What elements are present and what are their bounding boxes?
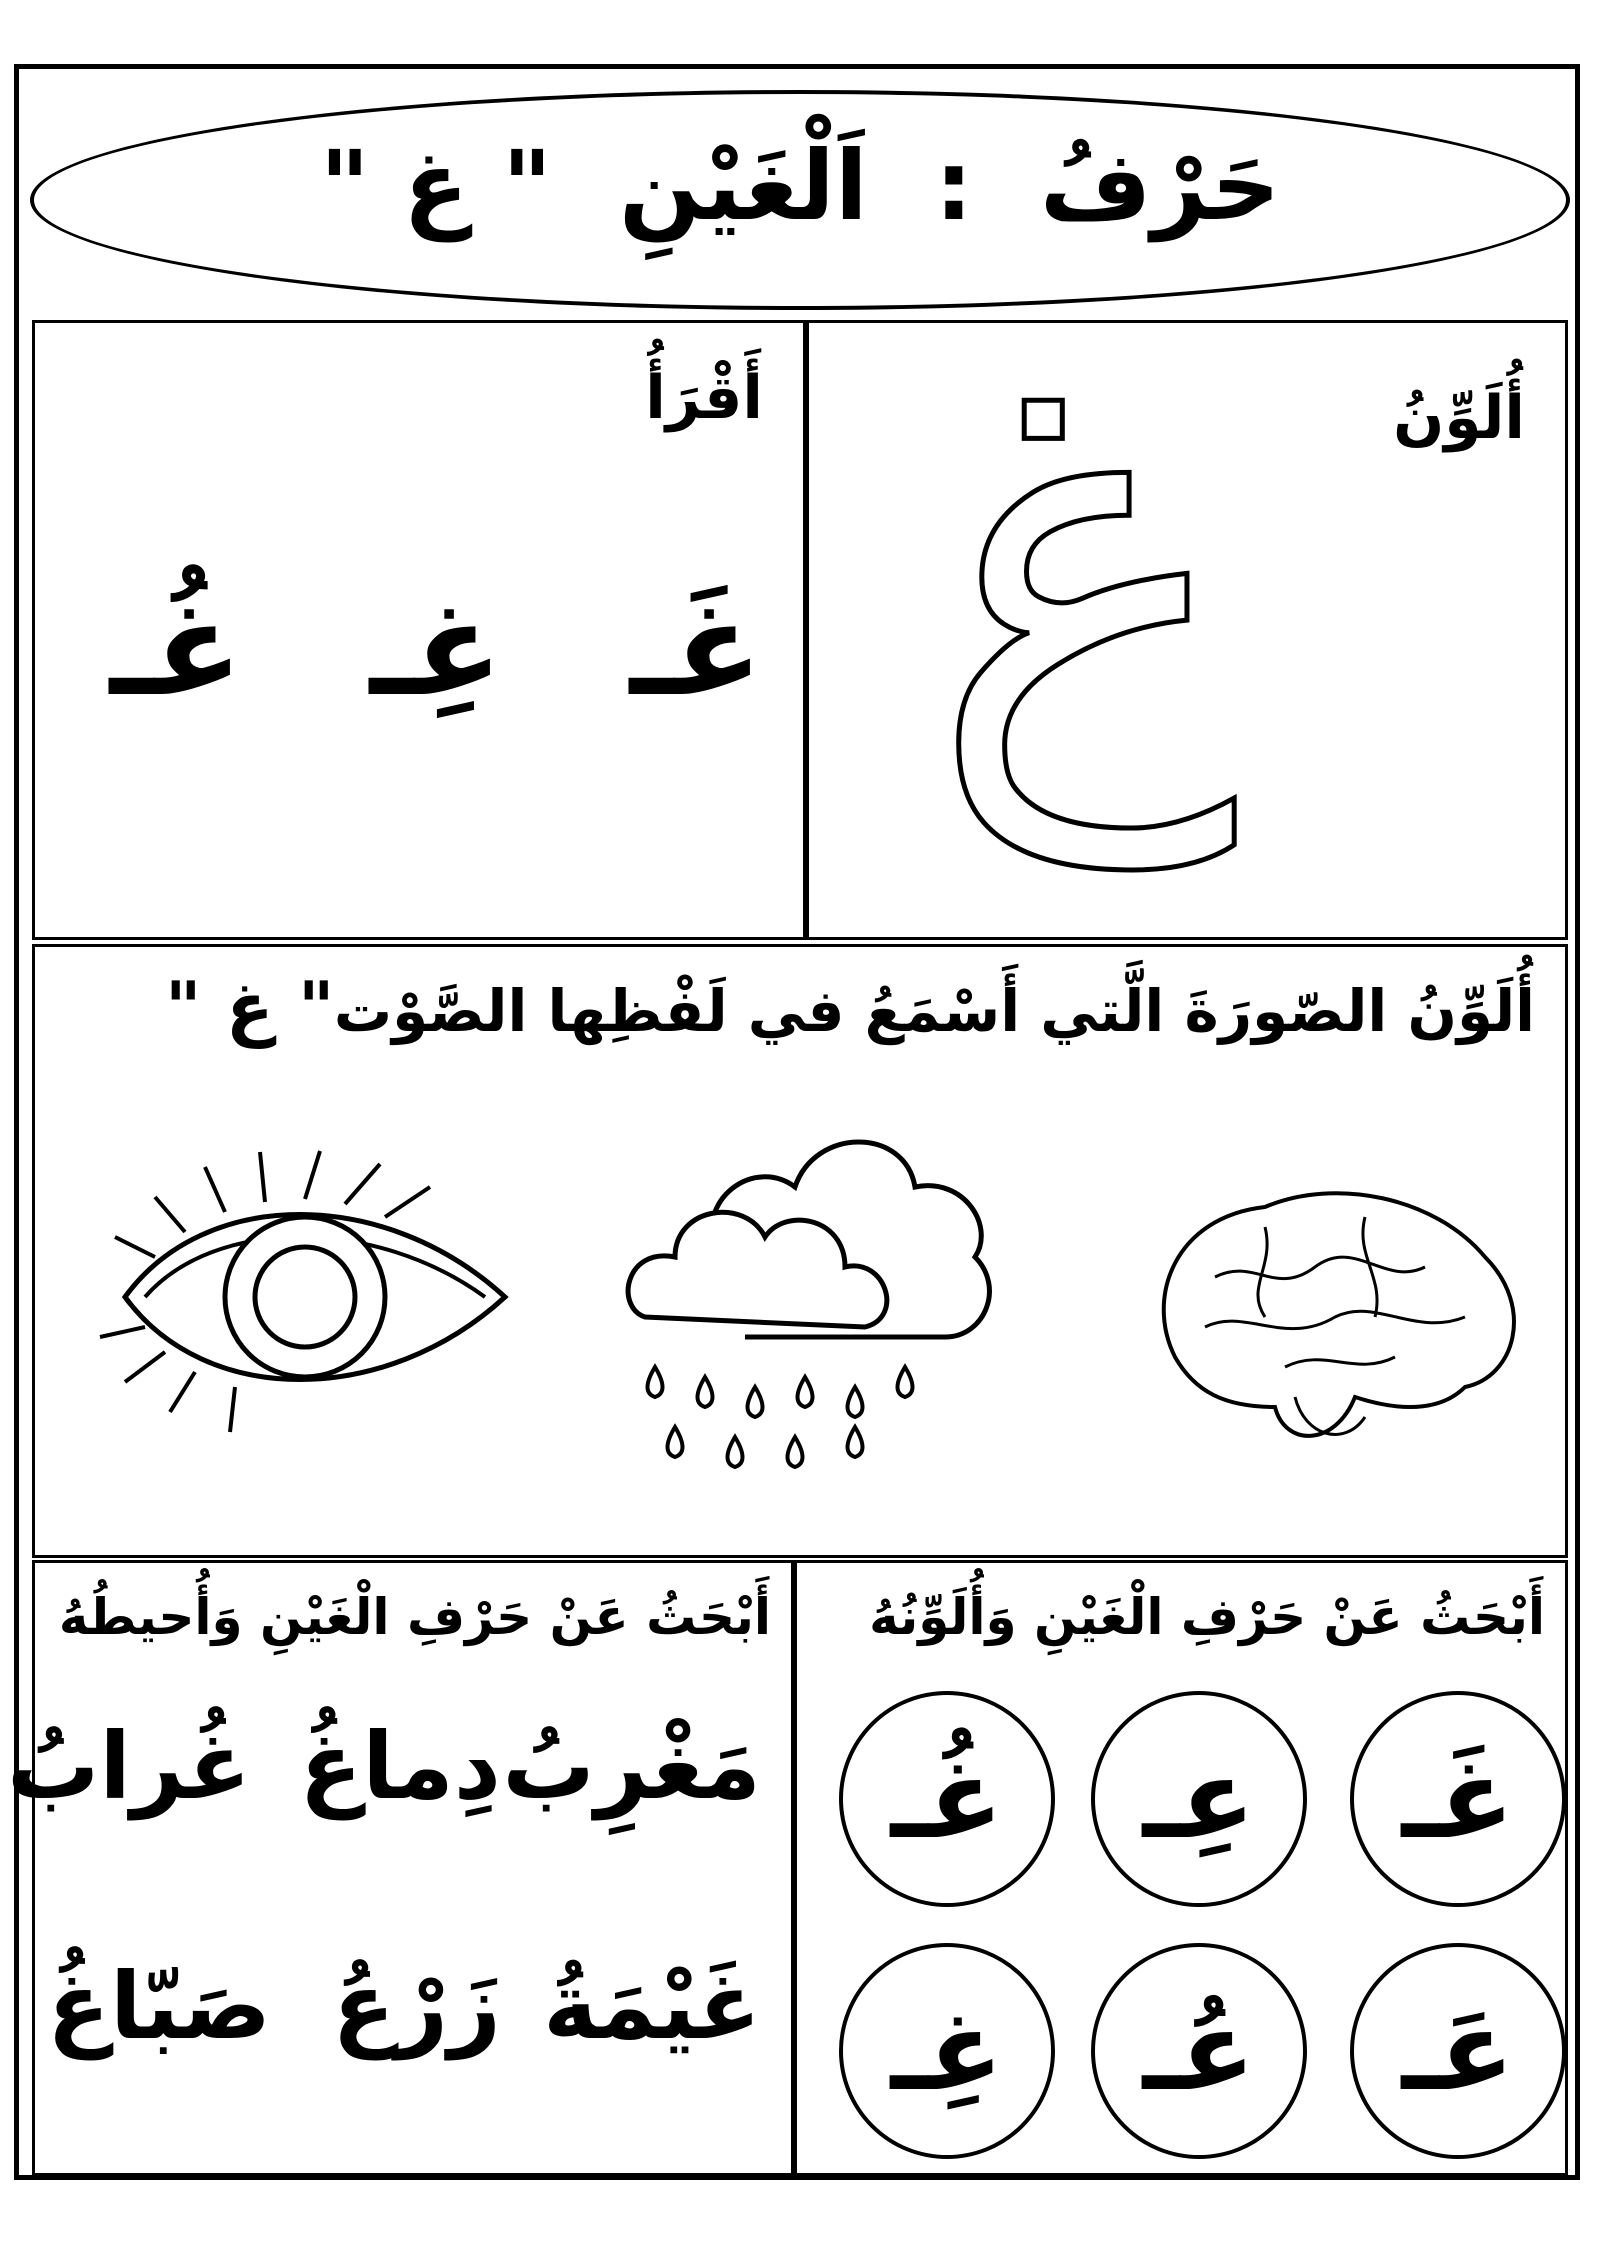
letter-circle[interactable]: عُـ — [1091, 1943, 1307, 2159]
title-letter-name: اَلْغَيْنِ — [619, 130, 868, 242]
find-color-instruction: أَبْحَثُ عَنْ حَرْفِ الْغَيْنِ وَأُلَوِّنُهُ — [869, 1588, 1545, 1646]
title-prefix: حَرْفُ — [1039, 130, 1281, 242]
read-panel — [32, 320, 806, 940]
word[interactable]: غَيْمَةُ — [543, 1953, 761, 2060]
letter-circle[interactable]: غَـ — [1350, 1691, 1566, 1907]
letter-circle[interactable]: عِـ — [1091, 1691, 1307, 1907]
word[interactable]: دِماغُ — [299, 1713, 501, 1820]
word[interactable]: مَغْرِبُ — [502, 1713, 761, 1820]
rain-cloud-picture[interactable] — [615, 1107, 995, 1507]
word[interactable]: غُرابُ — [6, 1713, 251, 1820]
letter-circle[interactable]: غُـ — [839, 1691, 1055, 1907]
picture-panel — [32, 944, 1568, 1558]
title-letter: " غ " — [319, 130, 553, 242]
color-panel — [806, 260, 1568, 940]
word[interactable]: صَبّاغُ — [47, 1953, 271, 2060]
color-label: أُلَوِّنُ — [1393, 383, 1525, 453]
picture-sound: " غ " — [165, 967, 335, 1049]
read-letter: غُـ — [109, 573, 243, 725]
letter-circle[interactable]: غِـ — [839, 1943, 1055, 2159]
find-color-panel — [794, 1560, 1568, 2176]
page-title — [0, 130, 1600, 242]
read-letter: غَـ — [629, 573, 763, 725]
letter-circle[interactable]: عَـ — [1350, 1943, 1566, 2159]
outline-letter[interactable]: غ — [929, 260, 1240, 866]
brain-picture[interactable] — [1135, 1177, 1535, 1477]
find-circle-instruction: أَبْحَثُ عَنْ حَرْفِ الْغَيْنِ وَأُحيطُهُ — [58, 1588, 771, 1646]
read-letter: غِـ — [369, 573, 503, 725]
word[interactable]: زَرْعُ — [332, 1953, 501, 2060]
picture-instruction: أُلَوِّنُ الصّورَةَ الَّتي أَسْمَعُ في لَفْظِها الصَّوْت — [333, 977, 1535, 1045]
title-colon: : — [934, 130, 973, 242]
eye-picture[interactable] — [85, 1147, 535, 1447]
read-label: أَقْرَأُ — [645, 363, 763, 433]
find-circle-panel — [6, 1560, 794, 2176]
